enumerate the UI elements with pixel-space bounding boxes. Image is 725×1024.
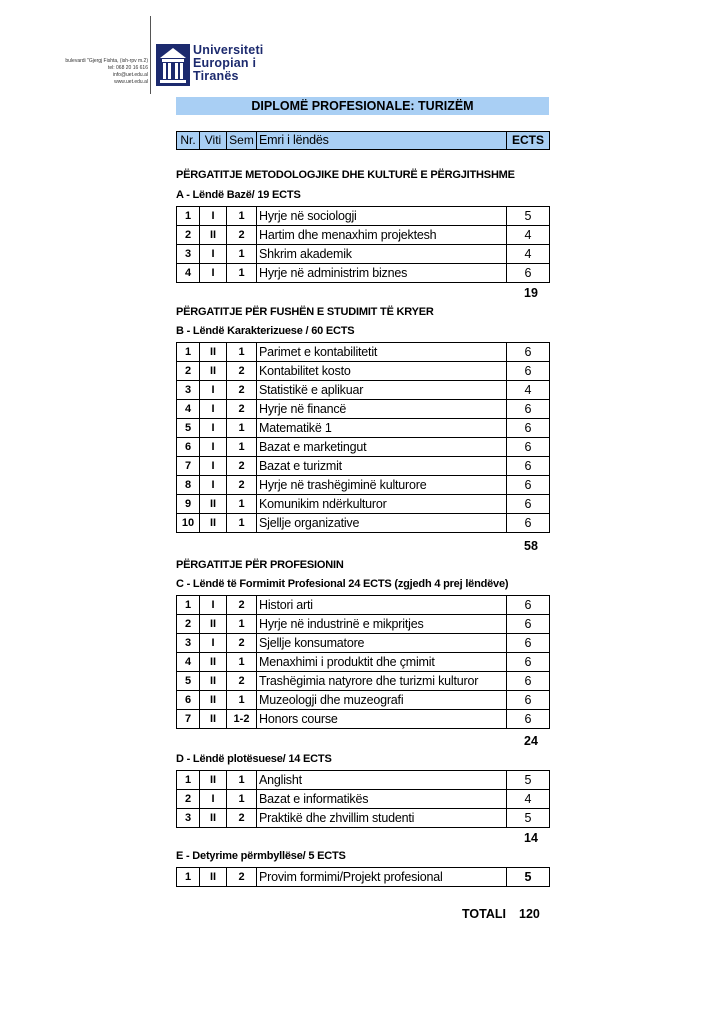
course-table-d: [176, 770, 550, 828]
table-row: [177, 672, 550, 691]
cell-ects: 6: [507, 457, 550, 476]
cell-name: Provim formimi/Projekt profesional: [257, 868, 507, 887]
cell-viti: II: [200, 672, 227, 691]
cell-sem: 1-2: [227, 710, 257, 729]
cell-sem: 2: [227, 596, 257, 615]
cell-name: Anglisht: [257, 771, 507, 790]
document-title: DIPLOMË PROFESIONALE: TURIZËM: [176, 97, 549, 115]
cell-ects: 4: [507, 245, 550, 264]
table-row: [177, 495, 550, 514]
cell-name: Hyrje në industrinë e mikpritjes: [257, 615, 507, 634]
cell-name: Trashëgimia natyrore dhe turizmi kulturor: [257, 672, 507, 691]
subtotal-a: 19: [524, 286, 538, 300]
cell-sem: 1: [227, 691, 257, 710]
subtotal-c: 24: [524, 734, 538, 748]
cell-ects: 6: [507, 438, 550, 457]
cell-viti: II: [200, 495, 227, 514]
table-row: [177, 868, 550, 887]
cell-nr: 10: [177, 514, 200, 533]
course-table-a: [176, 206, 550, 283]
cell-nr: 3: [177, 634, 200, 653]
table-row: [177, 245, 550, 264]
col-viti: Viti: [200, 132, 227, 150]
cell-ects: 6: [507, 653, 550, 672]
cell-sem: 1: [227, 343, 257, 362]
cell-nr: 9: [177, 495, 200, 514]
course-table-b: [176, 342, 550, 533]
table-row: [177, 419, 550, 438]
cell-ects: 4: [507, 790, 550, 809]
table-row: [177, 343, 550, 362]
table-row: [177, 264, 550, 283]
cell-name: Hyrje në sociologji: [257, 207, 507, 226]
cell-name: Komunikim ndërkulturor: [257, 495, 507, 514]
cell-name: Sjellje organizative: [257, 514, 507, 533]
cell-sem: 2: [227, 476, 257, 495]
cell-viti: I: [200, 438, 227, 457]
cell-viti: II: [200, 343, 227, 362]
group-heading-c: C - Lëndë të Formimit Profesional 24 ECTS (zgjedh 4 prej lëndëve): [176, 578, 509, 590]
cell-ects: 6: [507, 596, 550, 615]
col-nr: Nr.: [177, 132, 200, 150]
cell-ects: 4: [507, 381, 550, 400]
total-value: 120: [519, 907, 540, 921]
cell-nr: 6: [177, 438, 200, 457]
cell-nr: 5: [177, 672, 200, 691]
table-row: [177, 790, 550, 809]
cell-ects: 5: [507, 809, 550, 828]
cell-sem: 1: [227, 264, 257, 283]
table-row: [177, 596, 550, 615]
section-heading: PËRGATITJE PËR FUSHËN E STUDIMIT TË KRYER: [176, 306, 434, 318]
cell-viti: I: [200, 207, 227, 226]
cell-viti: II: [200, 362, 227, 381]
cell-sem: 1: [227, 615, 257, 634]
cell-viti: II: [200, 691, 227, 710]
course-table-c: [176, 595, 550, 729]
cell-ects: 6: [507, 476, 550, 495]
cell-ects: 6: [507, 634, 550, 653]
cell-viti: II: [200, 514, 227, 533]
cell-name: Bazat e marketingut: [257, 438, 507, 457]
cell-nr: 1: [177, 771, 200, 790]
cell-nr: 2: [177, 362, 200, 381]
cell-sem: 2: [227, 226, 257, 245]
cell-nr: 8: [177, 476, 200, 495]
cell-nr: 7: [177, 710, 200, 729]
cell-nr: 7: [177, 457, 200, 476]
cell-viti: I: [200, 790, 227, 809]
table-row: [177, 207, 550, 226]
cell-name: Statistikë e aplikuar: [257, 381, 507, 400]
header-divider: [150, 16, 151, 94]
course-table-e: [176, 867, 550, 887]
col-ects: ECTS: [507, 132, 550, 150]
table-row: [177, 710, 550, 729]
cell-sem: 2: [227, 672, 257, 691]
cell-name: Hyrje në financë: [257, 400, 507, 419]
cell-name: Kontabilitet kosto: [257, 362, 507, 381]
address-line: bulevardi "Gjergj Fishta, (ish-rpv m.2): [65, 58, 148, 64]
cell-name: Hyrje në trashëgiminë kulturore: [257, 476, 507, 495]
university-logo-icon: [156, 44, 190, 86]
cell-viti: II: [200, 615, 227, 634]
cell-sem: 1: [227, 245, 257, 264]
address-line: info@uet.edu.al: [112, 72, 148, 78]
cell-sem: 2: [227, 457, 257, 476]
cell-name: Hartim dhe menaxhim projektesh: [257, 226, 507, 245]
cell-nr: 3: [177, 245, 200, 264]
cell-nr: 2: [177, 790, 200, 809]
cell-viti: I: [200, 596, 227, 615]
university-name-line: Europian i: [193, 56, 257, 70]
table-row: [177, 438, 550, 457]
cell-ects: 5: [507, 771, 550, 790]
address-line: www.uet.edu.al: [114, 79, 148, 85]
cell-viti: II: [200, 868, 227, 887]
cell-nr: 2: [177, 226, 200, 245]
cell-ects: 4: [507, 226, 550, 245]
table-row: [177, 615, 550, 634]
subtotal-d: 14: [524, 831, 538, 845]
cell-sem: 2: [227, 381, 257, 400]
cell-sem: 1: [227, 419, 257, 438]
cell-nr: 6: [177, 691, 200, 710]
group-heading-e: E - Detyrime përmbyllëse/ 5 ECTS: [176, 850, 346, 862]
university-address: [40, 58, 148, 86]
cell-ects: 6: [507, 710, 550, 729]
cell-viti: II: [200, 710, 227, 729]
table-row: [177, 771, 550, 790]
cell-name: Bazat e turizmit: [257, 457, 507, 476]
university-name-line: Universiteti: [193, 43, 264, 57]
cell-sem: 1: [227, 771, 257, 790]
cell-sem: 1: [227, 438, 257, 457]
cell-ects: 6: [507, 672, 550, 691]
cell-ects: 6: [507, 495, 550, 514]
cell-name: Praktikë dhe zhvillim studenti: [257, 809, 507, 828]
group-heading-a: A - Lëndë Bazë/ 19 ECTS: [176, 189, 301, 201]
table-row: [177, 381, 550, 400]
cell-sem: 2: [227, 809, 257, 828]
cell-nr: 3: [177, 381, 200, 400]
cell-nr: 5: [177, 419, 200, 438]
cell-viti: II: [200, 226, 227, 245]
cell-nr: 4: [177, 653, 200, 672]
cell-viti: I: [200, 245, 227, 264]
cell-name: Menaxhimi i produktit dhe çmimit: [257, 653, 507, 672]
col-name: Emri i lëndës: [257, 132, 507, 150]
table-row: [177, 653, 550, 672]
cell-viti: I: [200, 476, 227, 495]
cell-name: Histori arti: [257, 596, 507, 615]
address-line: tel: 068 20 16 616: [107, 65, 148, 71]
cell-sem: 1: [227, 495, 257, 514]
total-label: TOTALI: [462, 907, 506, 921]
cell-name: Sjellje konsumatore: [257, 634, 507, 653]
cell-nr: 4: [177, 400, 200, 419]
cell-viti: I: [200, 419, 227, 438]
cell-ects: 5: [507, 868, 550, 887]
cell-sem: 1: [227, 514, 257, 533]
cell-ects: 5: [507, 207, 550, 226]
cell-viti: I: [200, 457, 227, 476]
cell-viti: II: [200, 809, 227, 828]
cell-nr: 1: [177, 868, 200, 887]
cell-sem: 1: [227, 790, 257, 809]
cell-name: Matematikë 1: [257, 419, 507, 438]
section-heading: PËRGATITJE METODOLOGJIKE DHE KULTURË E PËRGJITHSHME: [176, 169, 515, 181]
cell-sem: 2: [227, 400, 257, 419]
cell-sem: 1: [227, 207, 257, 226]
cell-ects: 6: [507, 514, 550, 533]
cell-sem: 1: [227, 653, 257, 672]
group-heading-b: B - Lëndë Karakterizuese / 60 ECTS: [176, 325, 355, 337]
cell-ects: 6: [507, 419, 550, 438]
table-row: [177, 691, 550, 710]
cell-viti: I: [200, 381, 227, 400]
cell-nr: 1: [177, 343, 200, 362]
university-name-line: Tiranës: [193, 69, 239, 83]
cell-viti: I: [200, 400, 227, 419]
cell-name: Shkrim akademik: [257, 245, 507, 264]
subtotal-b: 58: [524, 539, 538, 553]
table-row: [177, 362, 550, 381]
cell-name: Honors course: [257, 710, 507, 729]
table-row: [177, 634, 550, 653]
cell-ects: 6: [507, 400, 550, 419]
cell-viti: I: [200, 264, 227, 283]
table-row: [177, 226, 550, 245]
cell-viti: II: [200, 653, 227, 672]
column-header-row: [176, 131, 550, 150]
cell-ects: 6: [507, 362, 550, 381]
cell-sem: 2: [227, 868, 257, 887]
cell-name: Bazat e informatikës: [257, 790, 507, 809]
cell-sem: 2: [227, 362, 257, 381]
group-heading-d: D - Lëndë plotësuese/ 14 ECTS: [176, 753, 332, 765]
cell-sem: 2: [227, 634, 257, 653]
university-name: [193, 44, 263, 83]
cell-nr: 2: [177, 615, 200, 634]
table-row: [177, 400, 550, 419]
cell-ects: 6: [507, 691, 550, 710]
cell-nr: 1: [177, 207, 200, 226]
table-row: [177, 809, 550, 828]
col-sem: Sem: [227, 132, 257, 150]
cell-ects: 6: [507, 343, 550, 362]
cell-ects: 6: [507, 264, 550, 283]
cell-nr: 3: [177, 809, 200, 828]
cell-nr: 4: [177, 264, 200, 283]
section-heading: PËRGATITJE PËR PROFESIONIN: [176, 559, 344, 571]
cell-ects: 6: [507, 615, 550, 634]
table-row: [177, 476, 550, 495]
cell-name: Hyrje në administrim biznes: [257, 264, 507, 283]
table-row: [177, 457, 550, 476]
cell-name: Parimet e kontabilitetit: [257, 343, 507, 362]
cell-viti: II: [200, 771, 227, 790]
cell-name: Muzeologji dhe muzeografi: [257, 691, 507, 710]
cell-viti: I: [200, 634, 227, 653]
table-row: [177, 514, 550, 533]
cell-nr: 1: [177, 596, 200, 615]
